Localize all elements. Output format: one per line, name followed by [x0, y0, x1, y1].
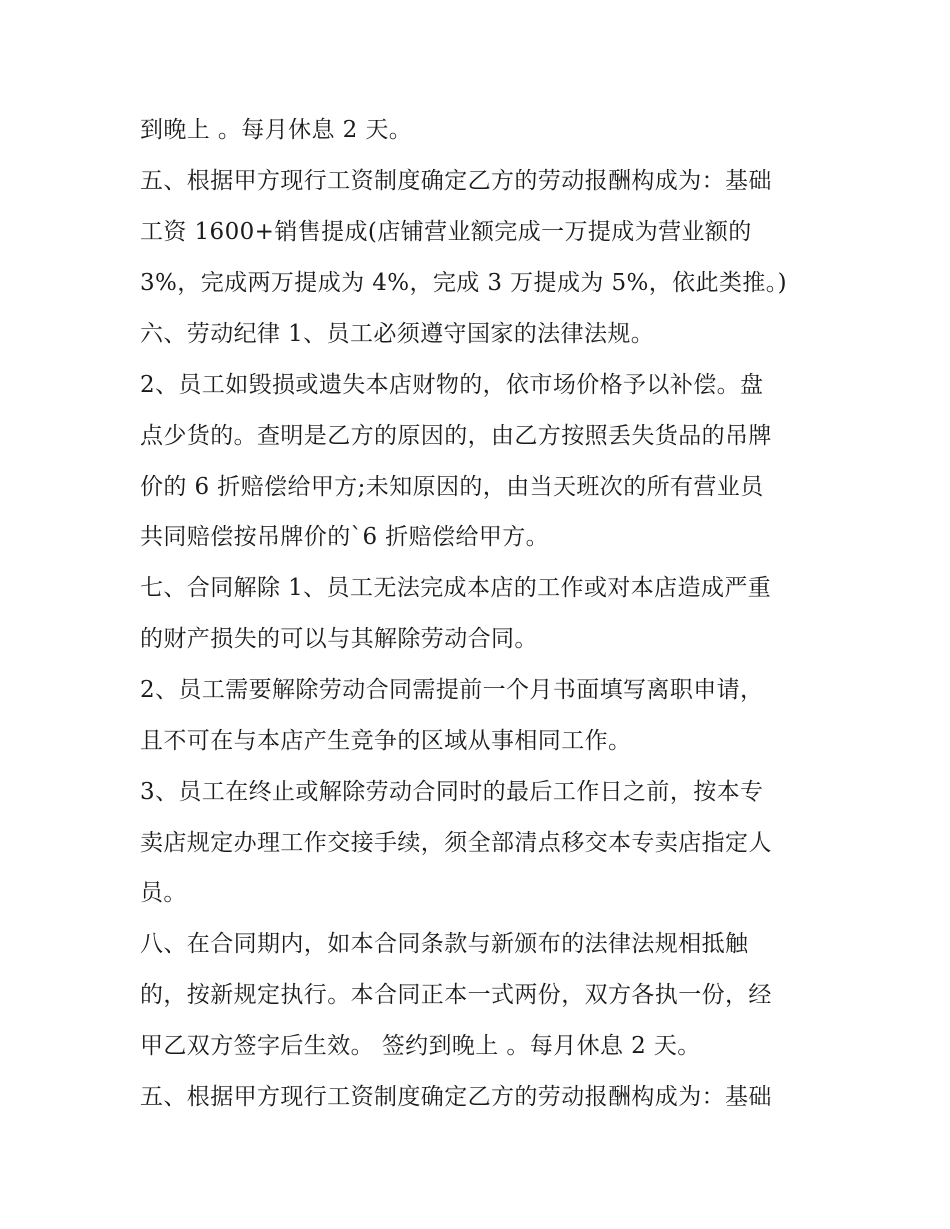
- text-line: 五、根据甲方现行工资制度确定乙方的劳动报酬构成为：基础: [140, 168, 772, 194]
- text-line: 到晚上 。每月休息 2 天。: [140, 117, 413, 143]
- text-line: 六、劳动纪律 1、员工必须遵守国家的法律法规。: [140, 321, 655, 347]
- text-line: 2、员工如毁损或遗失本店财物的，依市场价格予以补偿。盘: [140, 372, 764, 398]
- text-line: 五、根据甲方现行工资制度确定乙方的劳动报酬构成为：基础: [140, 1084, 772, 1110]
- text-line: 的，按新规定执行。本合同正本一式两份，双方各执一份，经: [140, 982, 772, 1008]
- text-line: 卖店规定办理工作交接手续，须全部清点移交本专卖店指定人: [140, 830, 772, 856]
- text-line: 点少货的。查明是乙方的原因的，由乙方按照丢失货品的吊牌: [140, 423, 772, 449]
- text-line: 工资 1600+销售提成(店铺营业额完成一万提成为营业额的: [140, 219, 752, 245]
- text-line: 3%，完成两万提成为 4%，完成 3 万提成为 5%，依此类推。): [140, 270, 788, 296]
- text-line: 八、在合同期内，如本合同条款与新颁布的法律法规相抵触: [140, 931, 749, 957]
- text-line: 七、合同解除 1、员工无法完成本店的工作或对本店造成严重: [140, 575, 772, 601]
- text-line: 共同赔偿按吊牌价的`6 折赔偿给甲方。: [140, 524, 550, 550]
- text-line: 价的 6 折赔偿给甲方;未知原因的，由当天班次的所有营业员: [140, 474, 764, 500]
- text-line: 3、员工在终止或解除劳动合同时的最后工作日之前，按本专: [140, 779, 764, 805]
- text-line: 员。: [140, 880, 187, 906]
- text-line: 的财产损失的可以与其解除劳动合同。: [140, 626, 538, 652]
- text-line: 2、员工需要解除劳动合同需提前一个月书面填写离职申请，: [140, 677, 764, 703]
- text-line: 且不可在与本店产生竞争的区域从事相同工作。: [140, 728, 632, 754]
- text-line: 甲乙双方签字后生效。 签约到晚上 。每月休息 2 天。: [140, 1033, 701, 1059]
